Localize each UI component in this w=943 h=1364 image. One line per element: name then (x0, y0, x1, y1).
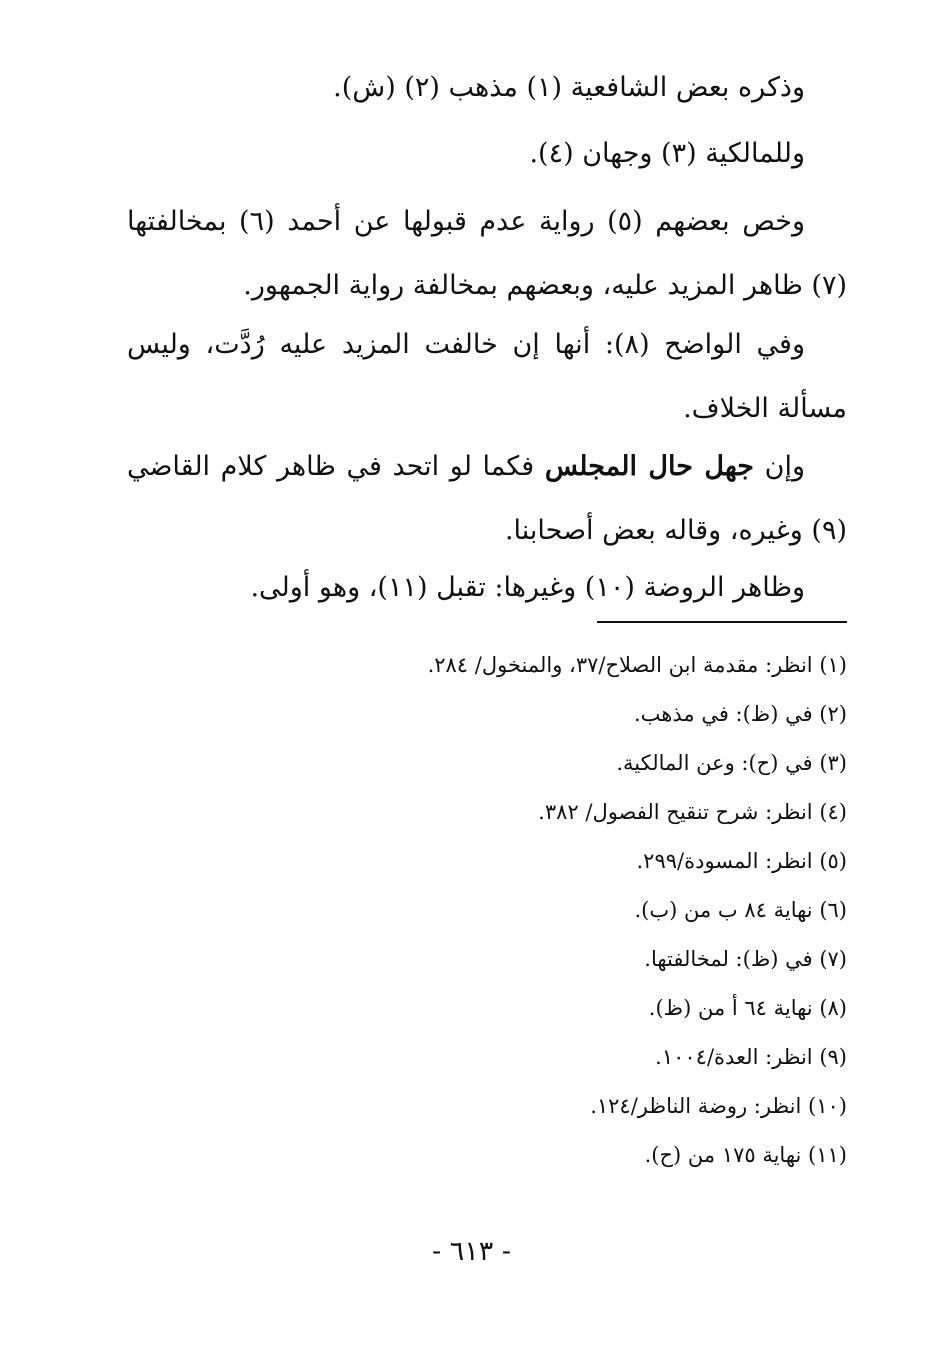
paragraph-5-lead (127, 451, 847, 546)
paragraph-3 (127, 190, 847, 318)
footnote-6: (٦) نهاية ٨٤ ب من (ب). (634, 898, 847, 922)
footnotes-list (127, 641, 847, 1180)
footnote-7: (٧) في (ظ): لمخالفتها. (644, 947, 847, 971)
footnote-1: (١) انظر: مقدمة ابن الصلاح/٣٧، والمنخول/ ٢٨٤. (427, 653, 847, 677)
footnote-10: (١٠) انظر: روضة الناظر/١٢٤. (590, 1094, 847, 1118)
paragraph-5-before: وإن (764, 451, 805, 482)
paragraph-5-after: فكما لو اتحد في ظاهر كلام القاضي (٩) وغيره، وقاله بعض أصحابنا. (127, 451, 847, 546)
paragraph-6 (127, 556, 847, 620)
paragraph-4-text: وفي الواضح (٨): أنها إن خالفت المزيد عليه رُدَّت، وليس مسألة الخلاف. (127, 329, 847, 424)
paragraph-2 (127, 122, 847, 186)
paragraph-2-text: وللمالكية (٣) وجهان (٤). (529, 138, 805, 169)
footnote-9: (٩) انظر: العدة/١٠٠٤. (655, 1045, 847, 1069)
paragraph-5 (127, 435, 847, 563)
footnote-4: (٤) انظر: شرح تنقيح الفصول/ ٣٨٢. (538, 800, 847, 824)
paragraph-6-text: وظاهر الروضة (١٠) وغيرها: تقبل (١١)، وهو أولى. (250, 572, 805, 603)
paragraph-1 (127, 56, 847, 120)
paragraph-3-text: وخص بعضهم (٥) رواية عدم قبولها عن أحمد (٦) بمخالفتها (٧) ظاهر المزيد عليه، وبعضهم بمخالفة رواية الجمهور. (127, 206, 847, 301)
page-number: - ٦١٣ - (432, 1236, 511, 1267)
footnote-2: (٢) في (ظ): في مذهب. (634, 702, 847, 726)
paragraph-4 (127, 313, 847, 441)
footnote-3: (٣) في (ح): وعن المالكية. (616, 751, 847, 775)
footnote-11: (١١) نهاية ١٧٥ من (ح). (644, 1143, 847, 1167)
paragraph-5-bold-phrase: جهل حال المجلس (544, 451, 754, 482)
footnote-8: (٨) نهاية ٦٤ أ من (ظ). (648, 996, 847, 1020)
footnote-5: (٥) انظر: المسودة/٢٩٩. (636, 849, 847, 873)
footnote-separator (597, 621, 847, 623)
paragraph-1-text: وذكره بعض الشافعية (١) مذهب (٢) (ش). (333, 72, 805, 103)
